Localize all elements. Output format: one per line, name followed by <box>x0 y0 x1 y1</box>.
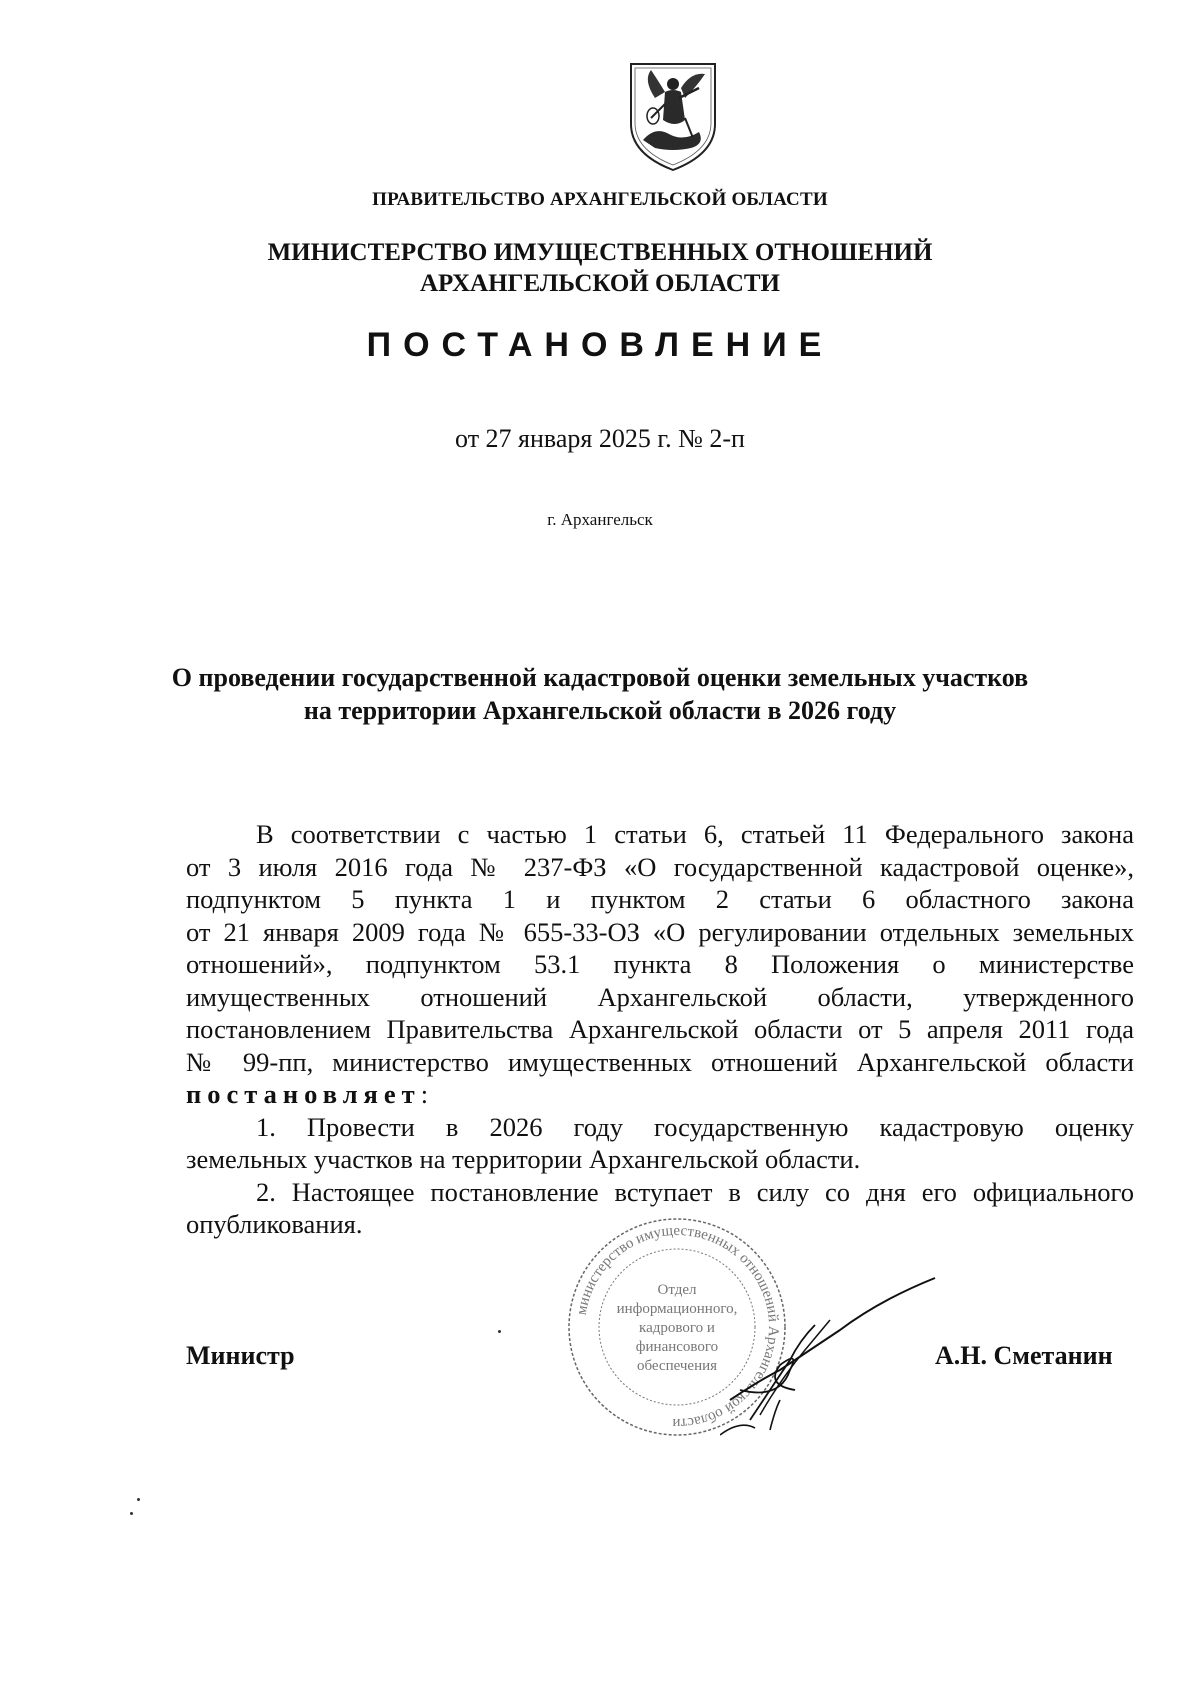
svg-text:министерство имущественных отн: министерство имущественных отношений Архангельской области <box>573 1222 782 1432</box>
document-title-line: на территории Архангельской области в 2026 году <box>303 696 897 725</box>
decree-colon: : <box>420 1079 429 1109</box>
document-title-line: О проведении государственной кадастровой оценки земельных участков <box>171 663 1029 692</box>
scan-speck <box>130 1512 133 1515</box>
item-1-line: земельных участков на территории Архангельской области. <box>186 1144 861 1174</box>
decree-word: постановляет <box>186 1079 421 1109</box>
item-2-line: опубликования. <box>186 1209 363 1239</box>
body-line: № 99-пп, министерство имущественных отношений Архангельской области <box>186 1046 1134 1077</box>
document-date-number: от 27 января 2025 г. № 2-п <box>455 424 745 453</box>
body-line: постановлением Правительства Архангельской области от 5 апреля 2011 года <box>186 1014 1134 1044</box>
scan-speck <box>498 1330 501 1333</box>
body-line: от 21 января 2009 года № 655-33-ОЗ «О регулировании отдельных земельных <box>186 916 1134 947</box>
ministry-name <box>0 237 1200 299</box>
signer-name: А.Н. Сметанин <box>935 1341 1113 1370</box>
scan-speck <box>137 1498 140 1501</box>
body-line: В соответствии с частью 1 статьи 6, статьей 11 Федерального закона <box>256 819 1134 849</box>
government-name: ПРАВИТЕЛЬСТВО АРХАНГЕЛЬСКОЙ ОБЛАСТИ <box>372 189 828 210</box>
svg-text:финансового: финансового <box>635 1339 719 1355</box>
item-2-line: 2. Настоящее постановление вступает в силу со дня его официального <box>256 1176 1134 1207</box>
document-body <box>186 818 1134 1241</box>
ministry-name-line: АРХАНГЕЛЬСКОЙ ОБЛАСТИ <box>420 270 780 297</box>
decree-line <box>186 1078 1134 1111</box>
svg-text:Отдел: Отдел <box>657 1282 697 1298</box>
body-line: от 3 июля 2016 года № 237-ФЗ «О государственной кадастровой оценке», <box>186 851 1134 882</box>
svg-text:кадрового и: кадрового и <box>639 1320 715 1336</box>
item-1-line: 1. Провести в 2026 году государственную кадастровую оценку <box>256 1111 1134 1142</box>
ministry-name-line: МИНИСТЕРСТВО ИМУЩЕСТВЕННЫХ ОТНОШЕНИЙ <box>267 239 933 266</box>
svg-text:информационного,: информационного, <box>616 1301 738 1317</box>
coat-of-arms-icon <box>625 58 721 174</box>
document-place: г. Архангельск <box>547 510 653 529</box>
document-type: ПОСТАНОВЛЕНИЕ <box>366 326 834 364</box>
handwritten-signature <box>720 1270 950 1440</box>
svg-text:обеспечения: обеспечения <box>636 1358 718 1374</box>
body-line: отношений», подпунктом 53.1 пункта 8 Положения о министерстве <box>186 949 1134 979</box>
document-title <box>150 661 1050 727</box>
signer-position: Министр <box>186 1341 295 1370</box>
body-line: имущественных отношений Архангельской области, утвержденного <box>186 981 1134 1012</box>
body-line: подпунктом 5 пункта 1 и пунктом 2 статьи 6 областного закона <box>186 884 1134 914</box>
